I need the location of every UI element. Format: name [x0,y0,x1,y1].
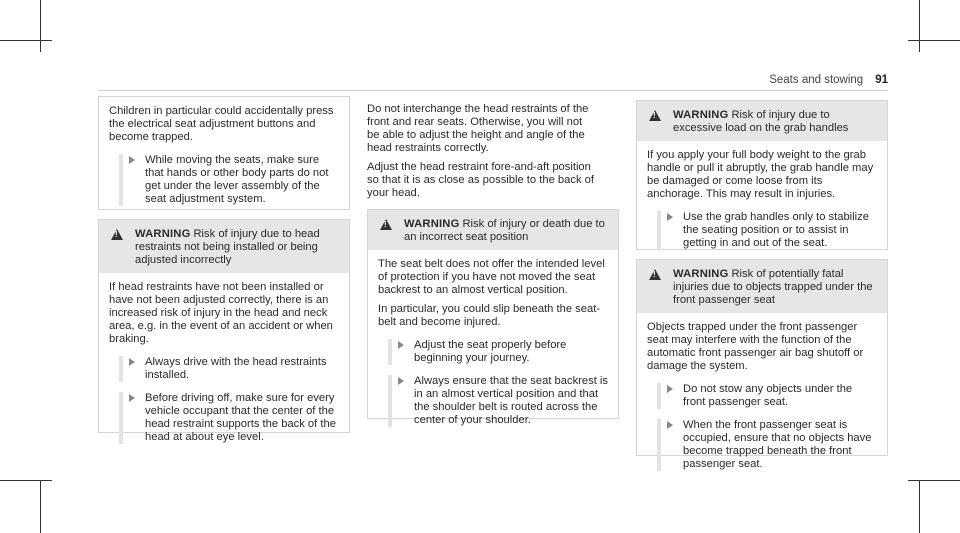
page-number: 91 [875,74,888,86]
warning-header [368,210,618,250]
warning-icon [111,229,123,240]
crop-mark [0,480,52,481]
warning-title: Risk of injury due to excessive load on the grab handles [673,109,849,134]
warning-header [99,220,349,273]
warning-body: If head restraints have not been installed or have not been adjusted correctly, there is an increased risk of injury in the head and neck area, e.g. in the event of an accident or when braking. [109,281,333,345]
warning-body: In particular, you could slip beneath the seat-belt and become injured. [378,303,601,328]
middle-column [367,103,597,206]
arrow-icon [129,394,135,402]
crop-mark [908,480,960,481]
warning-label: WARNING [404,218,460,230]
warning-icon [649,269,661,280]
list-item: Before driving off, make sure for every vehicle occupant that the center of the head restraint supports the back of the head at about eye level. [119,392,339,444]
arrow-icon [398,341,404,349]
warning-box [636,259,888,470]
warning-body: If you apply your full body weight to the grab handle or pull it abruptly, the grab handle may be damaged or come loose from its anchorage. This may result in injuries. [647,149,874,200]
list-item: Do not stow any objects under the front passenger seat. [657,383,877,409]
list-item: Adjust the seat properly before beginning your journey. [388,339,608,365]
list-item: Always ensure that the seat backrest is in an almost vertical position and that the shoulder belt is routed across the center of your shoulder. [388,375,608,427]
crop-mark [908,40,960,41]
warning-box [367,209,619,426]
warning-icon [649,110,661,121]
crop-mark [40,481,41,533]
warning-box [636,100,888,250]
arrow-icon [667,385,673,393]
crop-mark [919,481,920,533]
arrow-icon [667,213,673,221]
warning-title: Risk of injury due to head restraints not being installed or being adjusted incorrectly [135,228,320,266]
warning-header [637,260,887,313]
crop-mark [40,0,41,52]
paragraph: Adjust the head restraint fore-and-aft position so that it is as close as possible to the back of your head. [367,161,594,199]
list-item: While moving the seats, make sure that hands or other body parts do not get under the lever assembly of the seat adjustment system. [119,154,339,206]
warning-body: The seat belt does not offer the intended level of protection if you have not moved the seat backrest to an almost vertical position. [378,258,605,296]
crop-mark [919,0,920,52]
arrow-icon [129,156,135,164]
warning-label: WARNING [673,109,729,121]
paragraph: Do not interchange the head restraints of the front and rear seats. Otherwise, you will not be able to adjust the height and angle of the head restraints correctly. [367,103,589,154]
warning-icon [380,219,392,230]
page-header [769,74,888,86]
warning-header [637,101,887,141]
warning-title: Risk of potentially fatal injuries due to objects trapped under the front passenger seat [673,268,873,306]
intro-text: Children in particular could accidentally press the electrical seat adjustment buttons and become trapped. [109,105,334,143]
list-item: Always drive with the head restraints installed. [119,356,339,382]
crop-mark [0,40,52,41]
arrow-icon [398,377,404,385]
list-item: Use the grab handles only to stabilize the seating position or to assist in getting in and out of the seat. [657,211,877,250]
arrow-icon [667,421,673,429]
warning-title: Risk of injury or death due to an incorrect seat position [404,218,605,243]
warning-label: WARNING [135,228,191,240]
section-title: Seats and stowing [769,74,864,86]
header-rule [98,90,888,91]
arrow-icon [129,358,135,366]
warning-box [98,219,350,443]
warning-label: WARNING [673,268,729,280]
warning-body: Objects trapped under the front passenger seat may interfere with the function of the automatic front passenger air bag shutoff or damage the system. [647,321,864,372]
child-safety-box [98,96,350,210]
list-item: When the front passenger seat is occupied, ensure that no objects have become trapped beneath the front passenger seat. [657,419,877,471]
